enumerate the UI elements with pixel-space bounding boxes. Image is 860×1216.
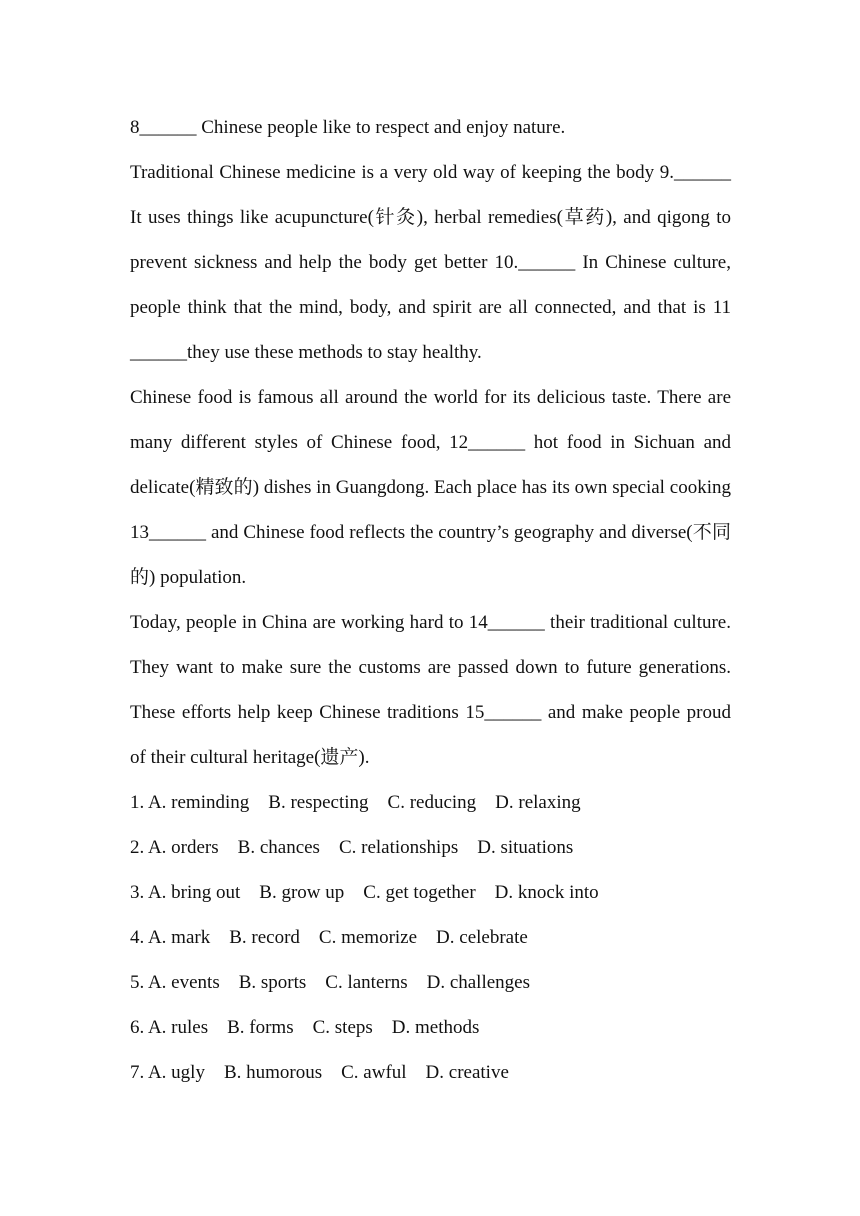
passage-paragraph: Today, people in China are working hard to 14______ their traditional culture. They want to make sure the customs are passed down to future generations. These efforts help keep Chinese traditions 15______ and make people proud of their cultural heritage(遗产). [130, 612, 731, 768]
option-line: 5. A. events B. sports C. lanterns D. challenges [130, 972, 531, 993]
document-page [130, 105, 731, 1095]
option-line: 4. A. mark B. record C. memorize D. celebrate [130, 927, 528, 948]
option-line: 1. A. reminding B. respecting C. reducing D. relaxing [130, 792, 581, 813]
option-line: 3. A. bring out B. grow up C. get together D. knock into [130, 882, 599, 903]
option-line: 2. A. orders B. chances C. relationships D. situations [130, 837, 574, 858]
options-list [130, 780, 731, 1095]
option-line: 7. A. ugly B. humorous C. awful D. creative [130, 1062, 509, 1083]
passage-paragraph: Chinese food is famous all around the world for its delicious taste. There are many different styles of Chinese food, 12______ hot food in Sichuan and delicate(精致的) dishes in Guangdong. Each place has its own special cooking 13______ and Chinese food reflects the country’s geography and diverse(不同的) population. [130, 387, 731, 588]
passage-paragraph: 8______ Chinese people like to respect and enjoy nature. [130, 117, 566, 138]
passage-paragraph: Traditional Chinese medicine is a very old way of keeping the body 9.______ It uses things like acupuncture(针灸), herbal remedies(草药), and qigong to prevent sickness and help the body get better 10.______ In Chinese culture, people think that the mind, body, and spirit are all connected, and that is 11 ______they use these methods to stay healthy. [130, 162, 731, 363]
option-line: 6. A. rules B. forms C. steps D. methods [130, 1017, 480, 1038]
